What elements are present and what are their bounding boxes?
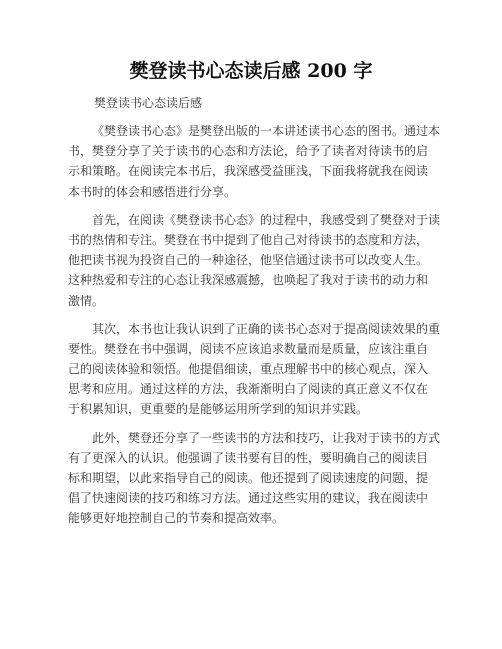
paragraph-line: 他把读书视为投资自己的一种途径，他坚信通过读书可以改变人生。 xyxy=(68,253,429,268)
paragraph-line: 有了更深入的认识。他强调了读书要有目的性，要明确自己的阅读目 xyxy=(68,450,429,465)
paragraph-line: 思考和应用。通过这样的方法，我渐渐明白了阅读的真正意义不仅在 xyxy=(68,382,429,397)
paragraph-line: 激情。 xyxy=(68,293,105,308)
paragraph xyxy=(68,319,441,420)
paragraph-line: 其次，本书也让我认识到了正确的读书心态对于提高阅读效果的重 xyxy=(92,321,441,336)
paragraph-line: 《樊登读书心态》是樊登出版的一本讲述读书心态的图书。通过本 xyxy=(92,124,441,138)
paragraph-line: 己的阅读体验和领悟。他提倡细读，重点理解书中的核心观点，深入 xyxy=(68,362,429,377)
paragraph xyxy=(68,210,441,311)
paragraph-line: 首先，在阅读《樊登读书心态》的过程中，我感受到了樊登对于读 xyxy=(92,212,441,227)
document-title: 樊登读书心态读后感 200 字 xyxy=(129,60,373,82)
paragraph-line: 于积累知识，更重要的是能够运用所学到的知识并实践。 xyxy=(68,402,369,417)
paragraph-line: 书，樊登分享了关于读书的心态和方法论，给予了读者对待读书的启 xyxy=(68,144,429,159)
paragraph-line: 这种热爱和专注的心态让我深感震撼，也唤起了我对于读书的动力和 xyxy=(68,273,429,288)
document-body xyxy=(68,121,441,537)
paragraph xyxy=(68,121,441,202)
paragraph-line: 本书时的体会和感悟进行分享。 xyxy=(68,184,237,199)
paragraph-line: 要性。樊登在书中强调，阅读不应该追求数量而是质量，应该注重自 xyxy=(68,341,429,356)
paragraph-line: 倡了快速阅读的技巧和练习方法。通过这些实用的建议，我在阅读中 xyxy=(68,491,429,506)
document-subtitle: 樊登读书心态读后感 xyxy=(94,96,203,110)
paragraph-line: 能够更好地控制自己的节奏和提高效率。 xyxy=(68,511,285,526)
paragraph-line: 书的热情和专注。樊登在书中提到了他自己对待读书的态度和方法， xyxy=(68,232,429,247)
paragraph xyxy=(68,428,441,529)
paragraph-line: 此外，樊登还分享了一些读书的方法和技巧，让我对于读书的方式 xyxy=(92,430,441,445)
paragraph-line: 标和期望，以此来指导自己的阅读。他还提到了阅读速度的问题，提 xyxy=(68,471,429,485)
paragraph-line: 示和策略。在阅读完本书后，我深感受益匪浅，下面我将就我在阅读 xyxy=(68,164,429,179)
